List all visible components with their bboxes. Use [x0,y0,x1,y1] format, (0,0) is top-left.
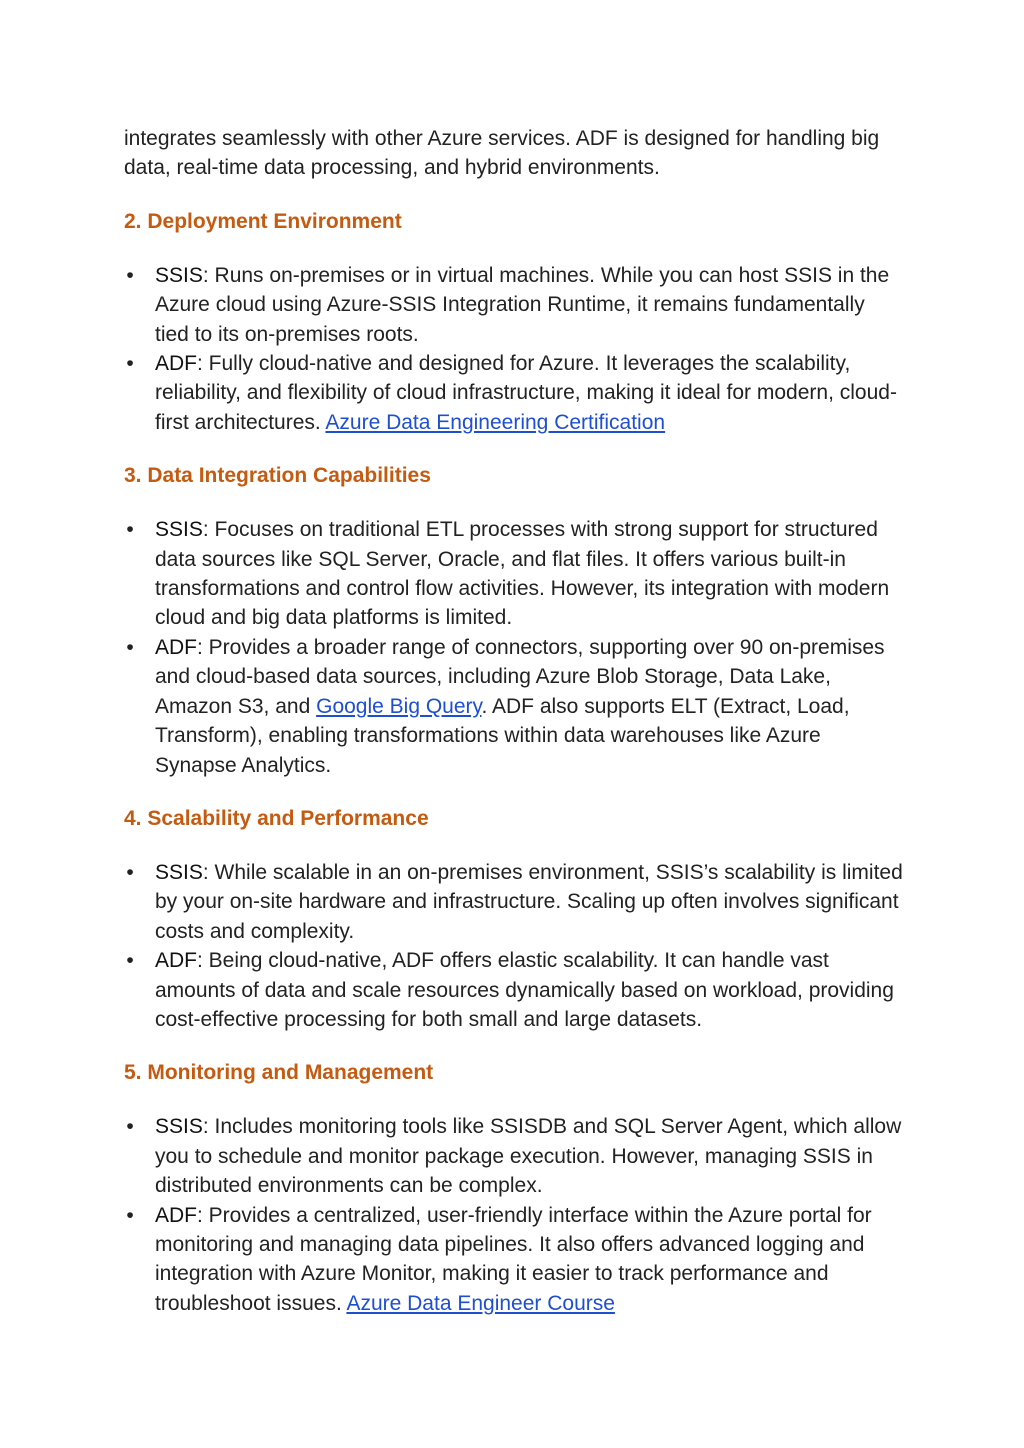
list-item [124,349,904,437]
term-label: SSIS [155,1115,203,1139]
list-item [124,633,904,780]
bullet-icon: • [126,263,134,287]
azure-data-engineer-course-link[interactable]: Azure Data Engineer Course [346,1291,615,1315]
term-label: ADF [155,352,197,376]
bullet-icon: • [126,1115,134,1139]
term-label: SSIS [155,263,203,287]
term-label: ADF [155,1203,197,1227]
item-text: : Includes monitoring tools like SSISDB and SQL Server Agent, which allow you to schedule and monitor package execution. However, managing SSIS in distributed environments can be complex. [155,1115,902,1198]
term-label: ADF [155,949,197,973]
bullet-icon: • [126,860,134,884]
list-item [124,261,904,349]
document-page [124,124,904,1318]
list-item [124,946,904,1034]
item-text: : Being cloud-native, ADF offers elastic scalability. It can handle vast amounts of data and scale resources dynamically based on workload, providing cost-effective processing for both small and large datasets. [155,949,894,1031]
bullet-icon: • [126,1203,134,1227]
google-big-query-link[interactable]: Google Big Query [316,694,482,718]
term-label: ADF [155,635,197,659]
monitoring-list [124,1112,904,1318]
term-label: SSIS [155,860,203,884]
section-heading-scalability: 4. Scalability and Performance [124,806,429,830]
data-integration-list [124,515,904,780]
scalability-list [124,858,904,1034]
item-text-after-link: . ADF also supports ELT (Extract, Load, Transform), enabling transformations within data warehouses like Azure Synapse Analytics. [155,694,850,777]
bullet-icon: • [126,518,134,542]
term-label: SSIS [155,518,203,542]
intro-paragraph: integrates seamlessly with other Azure services. ADF is designed for handling big data, real-time data processing, and hybrid environments. [124,127,880,180]
section-heading-deployment: 2. Deployment Environment [124,209,402,233]
item-text: : Fully cloud-native and designed for Azure. It leverages the scalability, reliability, and flexibility of cloud infrastructure, making it ideal for modern, cloud-first architectures. [155,352,897,434]
azure-data-engineering-certification-link[interactable]: Azure Data Engineering Certification [325,410,666,434]
item-text: : Provides a broader range of connectors, supporting over 90 on-premises and cloud-based data sources, including Azure Blob Storage, Data Lake, Amazon S3, and [155,635,885,718]
bullet-icon: • [126,352,134,376]
section-heading-monitoring: 5. Monitoring and Management [124,1061,434,1085]
section-heading-data-integration: 3. Data Integration Capabilities [124,464,431,488]
deployment-list [124,261,904,437]
item-text: : Runs on-premises or in virtual machines. While you can host SSIS in the Azure cloud using Azure-SSIS Integration Runtime, it remains fundamentally tied to its on-premises roots. [155,263,890,346]
bullet-icon: • [126,635,134,659]
list-item [124,515,904,633]
item-text: : Focuses on traditional ETL processes with strong support for structured data sources like SQL Server, Oracle, and flat files. It offers various built-in transformations and control flow activities. However, its integration with modern cloud and big data platforms is limited. [155,518,890,630]
item-text: : Provides a centralized, user-friendly interface within the Azure portal for monitoring and managing data pipelines. It also offers advanced logging and integration with Azure Monitor, making it easier to track performance and troubleshoot issues. [155,1203,872,1315]
list-item [124,1112,904,1200]
list-item [124,1201,904,1319]
item-text: : While scalable in an on-premises environment, SSIS’s scalability is limited by your on-site hardware and infrastructure. Scaling up often involves significant costs and complexity. [155,860,903,943]
list-item [124,858,904,946]
bullet-icon: • [126,949,134,973]
